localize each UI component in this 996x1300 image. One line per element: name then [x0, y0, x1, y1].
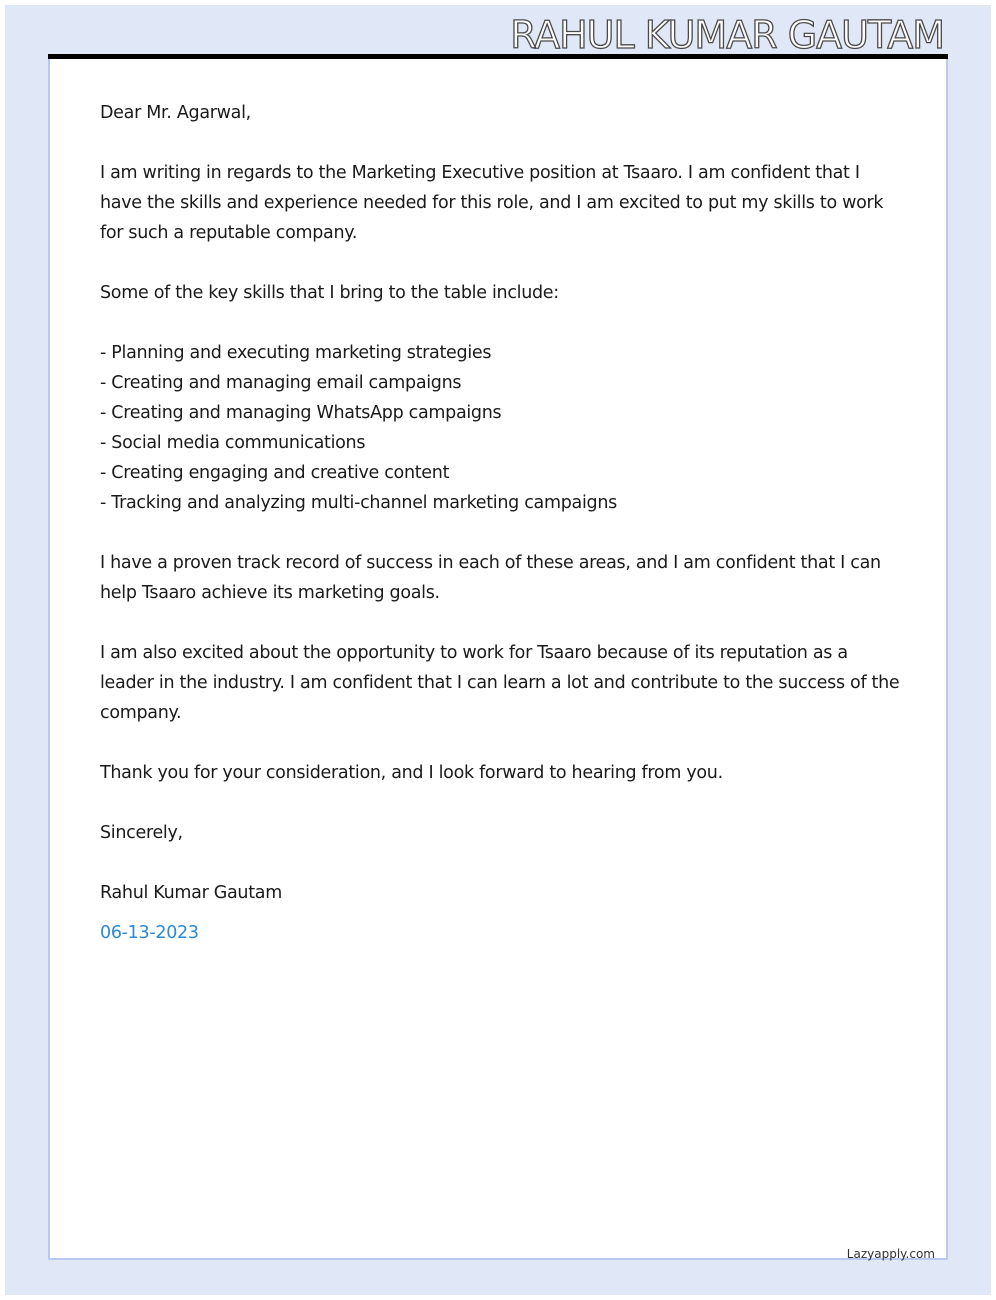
letter-closing: Sincerely, [100, 823, 183, 843]
list-item: - Planning and executing marketing strategies [100, 343, 492, 363]
list-item: - Creating engaging and creative content [100, 463, 450, 483]
list-item: - Social media communications [100, 433, 366, 453]
applicant-name-heading: RAHUL KUMAR GAUTAM [510, 13, 944, 57]
list-item: - Creating and managing email campaigns [100, 373, 462, 393]
footer-brand: Lazyapply.com [846, 1247, 935, 1261]
letter-greeting: Dear Mr. Agarwal, [100, 103, 251, 123]
list-item: - Tracking and analyzing multi-channel marketing campaigns [100, 493, 617, 513]
letter-paragraph-opportunity: I am also excited about the opportunity to work for Tsaaro because of its reputation as a leader in the industry. I am confident that I can learn a lot and contribute to the success of the company. [100, 643, 900, 723]
letter-body [100, 98, 900, 948]
letter-paragraph-track-record: I have a proven track record of success in each of these areas, and I am confident that I can help Tsaaro achieve its marketing goals. [100, 553, 881, 603]
letter-paragraph-intro: I am writing in regards to the Marketing Executive position at Tsaaro. I am confident that I have the skills and experience needed for this role, and I am excited to put my skills to work for such a reputable company. [100, 163, 884, 243]
signature-name: Rahul Kumar Gautam [100, 883, 282, 903]
list-item: - Creating and managing WhatsApp campaigns [100, 403, 502, 423]
letter-date: 06-13-2023 [100, 923, 199, 943]
letter-paragraph-thanks: Thank you for your consideration, and I look forward to hearing from you. [100, 763, 723, 783]
skills-list [100, 338, 900, 518]
skills-intro: Some of the key skills that I bring to the table include: [100, 283, 559, 303]
